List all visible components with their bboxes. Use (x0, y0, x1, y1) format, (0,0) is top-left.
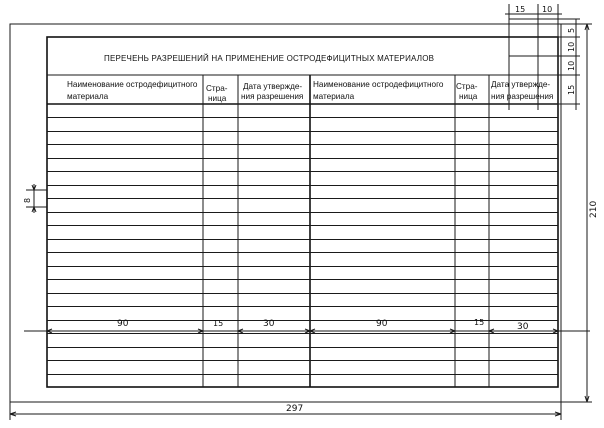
header-date-right-1: Дата утвержде- (491, 80, 551, 89)
dim-col-material-right: 90 (376, 319, 388, 329)
dim-col-page-right: 15 (474, 318, 485, 327)
header-page-2: ница (208, 94, 227, 103)
header-date-right-2: ния разрешения (491, 92, 554, 101)
column-dimension-line (24, 329, 590, 333)
header-date-2: ния разрешения (241, 92, 304, 101)
dim-col-material-left: 90 (117, 319, 129, 329)
column-lines (203, 75, 489, 387)
dim-col-date-right: 30 (517, 322, 529, 332)
dim-stamp-row-4: 15 (567, 84, 576, 95)
dim-sheet-height: 210 (589, 200, 599, 218)
dim-col-page-left: 15 (213, 319, 224, 328)
dim-col-date-left: 30 (263, 319, 275, 329)
header-page-right-2: ница (459, 92, 478, 101)
header-material-2: материала (67, 92, 109, 101)
header-material-right-1: Наименование остродефицитного (313, 80, 444, 89)
dim-sheet-width: 297 (286, 404, 304, 414)
header-material-right-2: материала (313, 92, 355, 101)
dim-stamp-col-1: 15 (515, 5, 526, 14)
header-page-1: Стра- (206, 84, 228, 93)
header-page-right-1: Стра- (456, 82, 478, 91)
dim-row-height: 8 (23, 197, 32, 203)
dim-stamp-row-2: 10 (567, 41, 576, 52)
header-material-1: Наименование остродефицитного (67, 80, 198, 89)
row-lines (47, 118, 558, 375)
dim-stamp-row-3: 10 (567, 60, 576, 71)
header-date-1: Дата утвержде- (243, 82, 303, 91)
dim-stamp-col-2: 10 (542, 5, 553, 14)
dim-stamp-row-1: 5 (567, 27, 576, 33)
form-title: ПЕРЕЧЕНЬ РАЗРЕШЕНИЙ НА ПРИМЕНЕНИЕ ОСТРОДЕФИЦИТНЫХ МАТЕРИАЛОВ (104, 54, 435, 63)
